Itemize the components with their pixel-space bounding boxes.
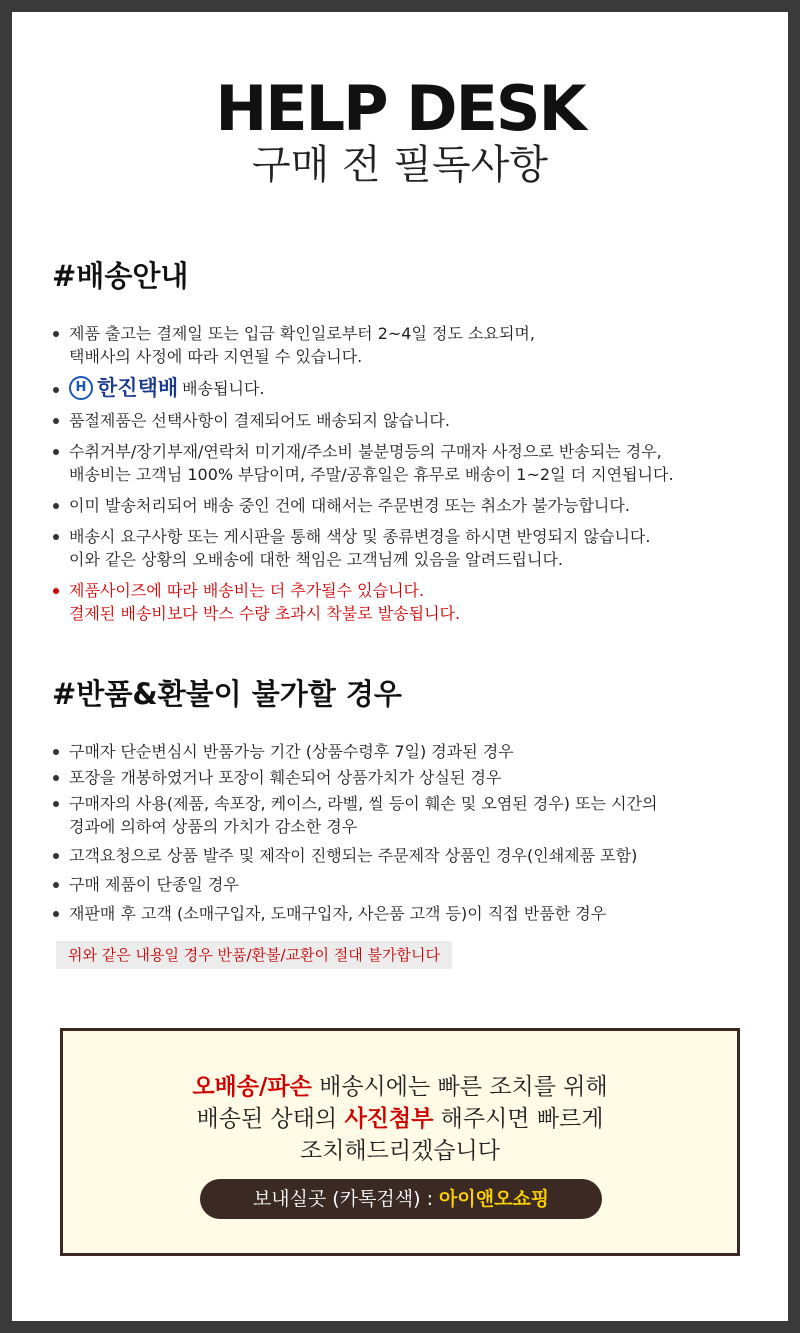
shipping-list bbox=[52, 322, 752, 633]
list-item-highlight: 제품사이즈에 따라 배송비는 더 추가될수 있습니다. 결제된 배송비보다 박스 수량 초과시 착불로 발송됩니다. bbox=[52, 579, 752, 625]
list-item: 구매자의 사용(제품, 속포장, 케이스, 라벨, 씰 등이 훼손 및 오염된 경우) 또는 시간의 경과에 의하여 상품의 가치가 감소한 경우 bbox=[52, 792, 752, 838]
list-item: 배송시 요구사항 또는 게시판을 통해 색상 및 종류변경을 하시면 반영되지 않습니다. 이와 같은 상황의 오배송에 대한 책임은 고객님께 있음을 알려드립니다. bbox=[52, 525, 752, 571]
list-item: 품절제품은 선택사항이 결제되어도 배송되지 않습니다. bbox=[52, 409, 752, 432]
refund-list bbox=[52, 740, 752, 933]
list-item: 재판매 후 고객 (소매구입자, 도매구입자, 사은품 고객 등)이 직접 반품한 경우 bbox=[52, 902, 752, 925]
list-item: H 한진택배 배송됩니다. bbox=[52, 376, 752, 400]
bullet-icon bbox=[53, 911, 59, 917]
page-subtitle: 구매 전 필독사항 bbox=[252, 142, 548, 188]
page-title: HELP DESK bbox=[215, 72, 585, 145]
refund-section-title: #반품&환불이 불가할 경우 bbox=[52, 677, 402, 711]
hanjin-logo-icon: H bbox=[69, 376, 93, 400]
bullet-icon bbox=[53, 387, 59, 393]
list-item: 포장을 개봉하였거나 포장이 훼손되어 상품가치가 상실된 경우 bbox=[52, 766, 752, 789]
bullet-icon bbox=[53, 534, 59, 540]
list-item: 이미 발송처리되어 배송 중인 건에 대해서는 주문변경 또는 취소가 불가능합니다. bbox=[52, 494, 752, 517]
shipping-section-title: #배송안내 bbox=[52, 259, 189, 293]
bullet-icon bbox=[53, 801, 59, 807]
kakao-id: 아이앤오쇼핑 bbox=[439, 1188, 550, 1210]
notice-line-2: 배송된 상태의 사진첨부 해주시면 빠르게 bbox=[196, 1106, 604, 1132]
list-item: 제품 출고는 결제일 또는 입금 확인일로부터 2~4일 정도 소요되며, 택배사의 사정에 따라 지연될 수 있습니다. bbox=[52, 322, 752, 368]
bullet-icon bbox=[53, 449, 59, 455]
list-item: 구매 제품이 단종일 경우 bbox=[52, 873, 752, 896]
notice-line-3: 조치해드리겠습니다 bbox=[300, 1138, 500, 1164]
bullet-icon bbox=[53, 331, 59, 337]
bullet-icon bbox=[53, 882, 59, 888]
list-item: 구매자 단순변심시 반품가능 기간 (상품수령후 7일) 경과된 경우 bbox=[52, 740, 752, 763]
kakao-send-pill: 보내실곳 (카톡검색) : 아이앤오쇼핑 bbox=[200, 1179, 602, 1219]
bullet-icon bbox=[53, 853, 59, 859]
list-item: 고객요청으로 상품 발주 및 제작이 진행되는 주문제작 상품인 경우(인쇄제품 포함) bbox=[52, 844, 752, 867]
hanjin-logo: H 한진택배 bbox=[69, 376, 178, 400]
bullet-icon bbox=[53, 418, 59, 424]
help-desk-sheet bbox=[12, 12, 788, 1321]
bullet-icon bbox=[53, 749, 59, 755]
notice-line-1: 오배송/파손 배송시에는 빠른 조치를 위해 bbox=[192, 1074, 608, 1100]
bullet-icon bbox=[53, 588, 59, 594]
damage-notice-box bbox=[60, 1028, 740, 1256]
bullet-icon bbox=[53, 503, 59, 509]
list-item: 수취거부/장기부재/연락처 미기재/주소비 불분명등의 구매자 사정으로 반송되는 경우, 배송비는 고객님 100% 부담이며, 주말/공휴일은 휴무로 배송이 1~2일 더 지연됩니다. bbox=[52, 440, 752, 486]
refund-warning: 위와 같은 내용일 경우 반품/환불/교환이 절대 불가합니다 bbox=[56, 941, 452, 969]
bullet-icon bbox=[53, 775, 59, 781]
